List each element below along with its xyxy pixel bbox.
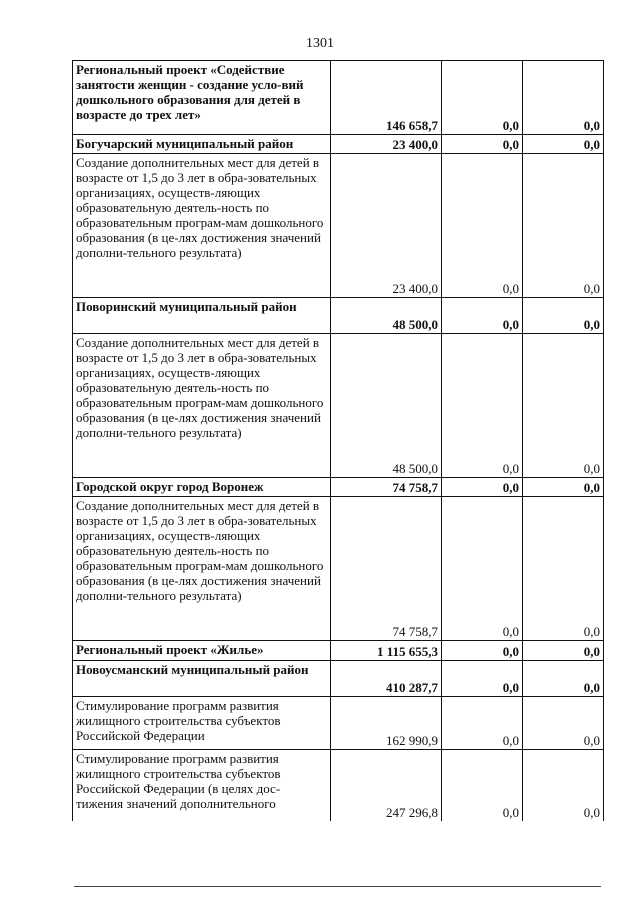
table-row (73, 478, 604, 497)
row-name: Создание дополнительных мест для детей в возрасте от 1,5 до 3 лет в обра-зовательных организациях, осуществ-ляющих образовательную деятель-ность по образовательным програм-мам дошкольного образования (в це-лях достижения значений дополни-тельного результата) (73, 334, 331, 478)
row-value-1: 23 400,0 (331, 135, 442, 154)
row-value-1: 410 287,7 (331, 661, 442, 697)
row-name: Региональный проект «Содействие занятости женщин - создание усло-вий дошкольного образования для детей в возрасте до трех лет» (73, 61, 331, 135)
row-value-2: 0,0 (442, 478, 523, 497)
page-number: 1301 (306, 36, 334, 51)
table-row (73, 641, 604, 661)
row-name: Создание дополнительных мест для детей в возрасте от 1,5 до 3 лет в обра-зовательных организациях, осуществ-ляющих образовательную деятель-ность по образовательным програм-мам дошкольного образования (в це-лях достижения значений дополни-тельного результата) (73, 497, 331, 641)
row-value-1: 162 990,9 (331, 697, 442, 750)
row-value-2: 0,0 (442, 497, 523, 641)
footer-divider (74, 886, 601, 887)
row-name: Городской округ город Воронеж (73, 478, 331, 497)
table-row (73, 298, 604, 334)
row-value-2: 0,0 (442, 641, 523, 661)
row-value-2: 0,0 (442, 154, 523, 298)
table-row (73, 61, 604, 135)
table-row (73, 135, 604, 154)
row-value-3: 0,0 (523, 298, 604, 334)
row-value-3: 0,0 (523, 478, 604, 497)
row-name: Региональный проект «Жилье» (73, 641, 331, 661)
table-row (73, 750, 604, 821)
row-value-1: 146 658,7 (331, 61, 442, 135)
row-value-3: 0,0 (523, 334, 604, 478)
row-value-1: 247 296,8 (331, 750, 442, 821)
row-value-3: 0,0 (523, 641, 604, 661)
budget-table (72, 60, 604, 821)
row-value-2: 0,0 (442, 750, 523, 821)
row-value-3: 0,0 (523, 750, 604, 821)
table-row (73, 661, 604, 697)
row-value-1: 74 758,7 (331, 497, 442, 641)
row-value-2: 0,0 (442, 135, 523, 154)
row-value-2: 0,0 (442, 298, 523, 334)
table-row (73, 697, 604, 750)
row-value-3: 0,0 (523, 61, 604, 135)
row-value-2: 0,0 (442, 61, 523, 135)
row-value-2: 0,0 (442, 697, 523, 750)
row-name: Богучарский муниципальный район (73, 135, 331, 154)
row-value-2: 0,0 (442, 661, 523, 697)
row-name: Стимулирование программ развития жилищного строительства субъектов Российской Федерации (в целях дос-тижения значений дополнительного (73, 750, 331, 821)
row-value-3: 0,0 (523, 661, 604, 697)
row-value-3: 0,0 (523, 497, 604, 641)
row-name: Новоусманский муниципальный район (73, 661, 331, 697)
table-row (73, 334, 604, 478)
row-value-2: 0,0 (442, 334, 523, 478)
table-row (73, 154, 604, 298)
row-value-1: 48 500,0 (331, 298, 442, 334)
row-name: Стимулирование программ развития жилищного строительства субъектов Российской Федерации (73, 697, 331, 750)
row-name: Создание дополнительных мест для детей в возрасте от 1,5 до 3 лет в обра-зовательных организациях, осуществ-ляющих образовательную деятель-ность по образовательным програм-мам дошкольного образования (в це-лях достижения значений дополни-тельного результата) (73, 154, 331, 298)
row-value-3: 0,0 (523, 697, 604, 750)
row-value-3: 0,0 (523, 154, 604, 298)
row-value-1: 48 500,0 (331, 334, 442, 478)
table-row (73, 497, 604, 641)
row-value-1: 23 400,0 (331, 154, 442, 298)
row-value-1: 74 758,7 (331, 478, 442, 497)
row-value-1: 1 115 655,3 (331, 641, 442, 661)
row-name: Поворинский муниципальный район (73, 298, 331, 334)
row-value-3: 0,0 (523, 135, 604, 154)
